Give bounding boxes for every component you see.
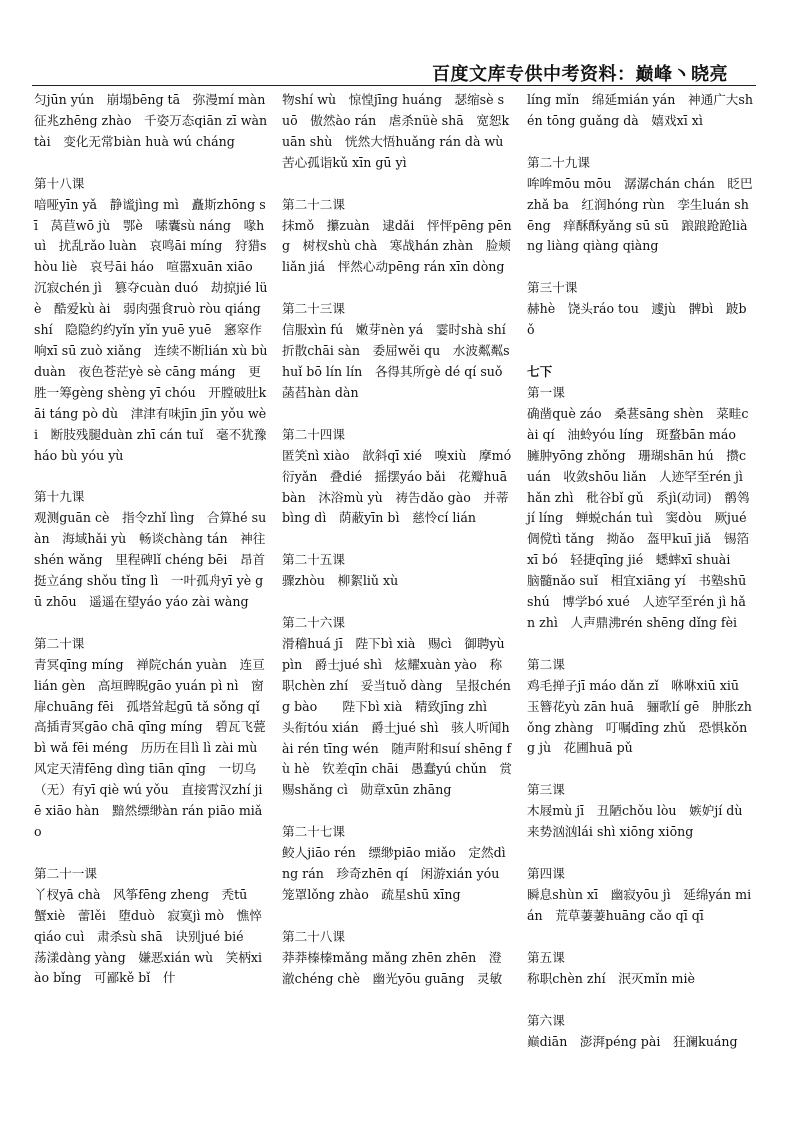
lesson-heading: 第二十二课 [282,196,345,212]
lesson-block [282,822,512,906]
vocabulary-list: 观测guān cè 指令zhǐ lìng 合算hé suàn 海域hǎi yù 畅谈chàng tán 神往shén wǎng 里程碑lǐ chéng bēi 昂首挺立áng shǒu tǐng lì 一叶孤舟yī yè gū zhōu 遥遥在望yáo yáo zài wàng [34,510,267,609]
lesson-heading: 第六课 [527,1012,565,1028]
vocabulary-list: 鲛人jiāo rén 缥缈piāo miǎo 定然dìng rán 珍奇zhēn qí 闲游xián yóu 笼罩lǒng zhào 疏星shū xīng [282,845,512,902]
lesson-heading: 第五课 [527,949,565,965]
vocabulary-list: 称职chèn zhí 泯灭mǐn miè [527,970,695,986]
lesson-heading: 第二十六课 [282,615,345,631]
lesson-block [527,153,753,258]
lesson-block [527,278,753,341]
lesson-block [282,927,512,990]
lesson-block [282,613,512,801]
lesson-block [282,195,512,279]
lesson-heading: 第一课 [527,384,565,400]
lesson-heading: 第十九课 [34,489,85,505]
lesson-heading: 第二十四课 [282,426,345,442]
lesson-block [34,174,268,467]
lesson-block [34,90,279,153]
lesson-block [527,948,753,990]
column-2 [282,90,524,990]
vocabulary-list: 丫杈yā chà 风筝fēng zheng 秃tū 蟹xiè 蕾lěi 堕duò 寂寞jì mò 憔悴qiáo cuì 肃杀sù shā 诀别jué bié 荡漾dàng yàng 嫌恶xián wù 笑柄xiào bǐng 可鄙kě bǐ 什 [34,886,263,986]
lesson-heading: 第三十课 [527,280,578,296]
vocabulary-list: líng mǐn 绵延mián yán 神通广大shén tōng guǎng dà 嬉戏xī xì [527,92,753,128]
page-header: 百度文库专供中考资料：巅峰丶晓亮 [432,64,728,85]
lesson-block [282,550,512,592]
column-3 [527,90,760,1052]
lesson-heading: 第二十一课 [34,865,97,881]
grade-heading: 七下 [527,364,553,380]
vocabulary-list: 赫hè 饶头ráo tou 遽jù 髀bì 跛bǒ [527,301,747,338]
lesson-block [282,425,524,530]
lesson-heading: 第四课 [527,866,565,882]
lesson-block [527,362,753,383]
lesson-block [282,90,516,174]
vocabulary-list: 抹mǒ 攥zuàn 逮dǎi 怦怦pēng pēng 树杈shù chà 寒战hán zhàn 脸颊liǎn jiá 怦然心动pēng rán xīn dòng [282,217,512,275]
vocabulary-list: 物shí wù 惊惶jīng huáng 瑟缩sè suō 傲然ào rán 虐杀nüè shā 宽恕kuān shù 恍然大悟huǎng rán dà wù 苦心孤诣kǔ xīn gū yì [282,92,516,170]
lesson-heading: 第二课 [527,656,565,672]
lesson-block [34,634,273,843]
lesson-heading: 第二十七课 [282,824,345,840]
lesson-block [527,1011,753,1053]
vocabulary-list: 莽莽榛榛mǎng mǎng zhēn zhēn 澄澈chéng chè 幽光yōu guāng 灵敏 [282,949,503,986]
lesson-block [527,90,753,132]
vocabulary-list: 匿笑nì xiào 歆斜qī xié 嗅xiù 摩mó 衍yǎn 叠dié 摇摆yáo bǎi 花瓣huā bàn 沐浴mù yù 祷告dǎo gào 并蒂bìng dì 荫蔽yīn bì 慈怜cí lián [282,447,524,526]
lesson-block [527,864,753,927]
vocabulary-list: 青冥qīng míng 禅院chán yuàn 连亘lián gèn 高垣睥睨gāo yuán pì nì 窗扉chuāng fēi 孤塔耸起gū tǎ sǒng qǐ 高插青冥gāo chā qīng míng 碧瓦飞甍bì wǎ fēi méng 历历在目lì lì zài mù 风定天清fēng dìng tiān qīng 一切乌（无）有yī qiè wú yǒu 直接霄汉zhí jiē xiāo hàn 黯然缥缈àn rán piāo miǎo [34,656,273,839]
vocabulary-list: 骤zhòu 柳絮liǔ xù [282,573,399,589]
vocabulary-list: 哞哞mōu mōu 潺潺chán chán 眨巴zhǎ ba 红润hóng rùn 孪生luán shēng 痒酥酥yǎng sū sū 踉踉跄跄liàng liàng qiàng qiàng [527,175,753,254]
lesson-heading: 第二十九课 [527,154,590,170]
lesson-heading: 第二十三课 [282,301,345,317]
vocabulary-list: 信服xìn fú 嫩芽nèn yá 霎时shà shí 折散chāi sàn 委屈wěi qu 水波粼粼shuǐ bō lín lín 各得其所gè dé qí suǒ 菡萏hàn dàn [282,322,519,400]
lesson-heading: 第二十八课 [282,928,345,944]
vocabulary-list: 滑稽huá jī 陛下bì xià 赐cì 御聘yù pìn 爵士jué shì 炫耀xuàn yào 称职chèn zhí 妥当tuǒ dàng 呈报chéng bào 陛下bì xià 精致jīng zhì 头衔tóu xián 爵士jué shì 骇人听闻hài rén tīng wén 随声附和suí shēng fù hè 钦差qīn chāi 愚蠢yú chǔn 赏赐shǎng cì 勋章xūn zhāng [282,636,512,798]
lesson-heading: 第三课 [527,782,565,798]
vocabulary-list: 巅diān 澎湃péng pài 狂澜kuáng [527,1033,738,1049]
lesson-heading: 第二十五课 [282,552,345,568]
vocabulary-list: 鸡毛掸子jī máo dǎn zǐ 咻咻xiū xiū 玉簪花yù zān huā 骊歌lí gē 肿胀zhǒng zhàng 叮嘱dīng zhǔ 恐惧kǒng jù 花圃huā pǔ [527,677,752,756]
vocabulary-list: 匀jūn yún 崩塌bēng tā 弥漫mí màn 征兆zhēng zhào 千姿万态qiān zī wàn tài 变化无常biàn huà wú cháng [34,92,279,149]
lesson-block [282,299,519,404]
lesson-heading: 第十八课 [34,175,85,191]
vocabulary-list: 木屐mù jī 丑陋chǒu lòu 嫉妒jí dù 来势汹汹lái shì xiōng xiōng [527,803,756,840]
vocabulary-list: 喑哑yīn yǎ 静谧jìng mì 矗斯zhōng sī 莴苣wō jù 鄂è 嗉囊sù náng 喙huì 扰乱rǎo luàn 哀鸣āi míng 狩猎shòu liè 哀号āi háo 喧嚣xuān xiāo 沉寂chén jì 篡夺cuàn duó 劫掠jié lüè 酷爱kù ài 弱肉强食ruò ròu qiáng shí 隐隐约约yǐn yǐn yuē yuē 窸窣作响xī sū zuò xiǎng 连续不断lián xù bù duàn 夜色苍茫yè sè cāng máng 更胜一筹gèng shèng yī chóu 开膛破肚kāi táng pò dù 津津有味jīn jīn yǒu wèi 断肢残腿duàn zhī cán tuǐ 毫不犹豫háo bù yóu yù [34,196,268,463]
lesson-block [34,487,268,612]
vocabulary-list: 瞬息shùn xī 幽寂yōu jì 延绵yán mián 荒草萋萋huāng cǎo qī qī [527,887,752,923]
lesson-block [527,383,760,634]
lesson-heading: 第二十课 [34,635,85,651]
lesson-block [527,780,756,843]
lesson-block [34,864,268,989]
column-1 [34,90,279,989]
lesson-block [527,655,753,760]
vocabulary-list: 确凿què záo 桑葚sāng shèn 菜畦cài qí 油蛉yóu líng 斑蝥bān máo 臃肿yōng zhǒng 珊瑚shān hú 攒cuán 收敛shōu liǎn 人迹罕至rén jì hǎn zhì 秕谷bǐ gǔ 系jì(动词) 鹡鸰jí líng 蝉蜕chán tuì 窦dòu 厥jué 倜傥tì tǎng 拗ǎo 盔甲kuī jiǎ 锡箔xī bó 轻捷qīng jié 蟋蟀xī shuài 脑髓nǎo suǐ 相宜xiāng yí 书塾shū shú 博学bó xué 人迹罕至rén jì hǎn zhì 人声鼎沸rén shēng dǐng fèi [527,405,760,630]
header-divider [32,85,756,86]
